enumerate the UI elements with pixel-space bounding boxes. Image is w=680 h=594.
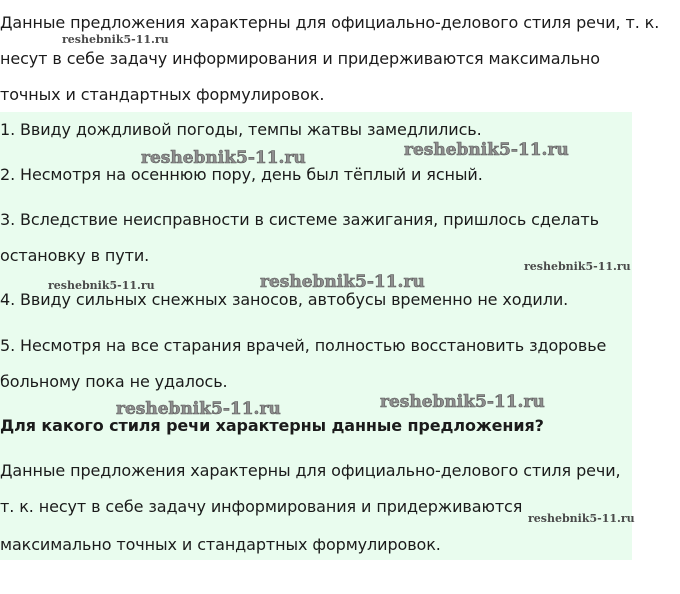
intro-line-3: точных и стандартных формулировок. [0,85,325,104]
sentence-5-line-1: 5. Несмотря на все старания врачей, полностью восстановить здоровье [0,336,607,355]
sentence-1: 1. Ввиду дождливой погоды, темпы жатвы замедлились. [0,120,482,139]
watermark-text: reshebnik5-11.ru [380,392,545,412]
sentence-2: 2. Несмотря на осеннюю пору, день был тёплый и ясный. [0,165,483,184]
question-heading: Для какого стиля речи характерны данные предложения? [0,416,544,435]
intro-line-1: Данные предложения характерны для официально-делового стиля речи, т. к. [0,13,660,32]
watermark-text: reshebnik5-11.ru [524,260,631,273]
watermark-text: reshebnik5-11.ru [141,148,306,168]
sentence-3-line-2: остановку в пути. [0,246,150,265]
watermark-text: reshebnik5-11.ru [528,512,635,525]
answer-line-3: максимально точных и стандартных формулировок. [0,535,441,554]
watermark-text: reshebnik5-11.ru [48,279,155,292]
watermark-text: reshebnik5-11.ru [260,272,425,292]
sentence-5-line-2: больному пока не удалось. [0,372,228,391]
watermark-text: reshebnik5-11.ru [404,140,569,160]
answer-line-2: т. к. несут в себе задачу информирования и придерживаются [0,497,523,516]
watermark-text: reshebnik5-11.ru [62,33,169,46]
sentence-4: 4. Ввиду сильных снежных заносов, автобусы временно не ходили. [0,290,569,309]
sentence-3-line-1: 3. Вследствие неисправности в системе зажигания, пришлось сделать [0,210,599,229]
answer-line-1: Данные предложения характерны для официально-делового стиля речи, [0,461,621,480]
watermark-text: reshebnik5-11.ru [116,399,281,419]
intro-line-2: несут в себе задачу информирования и придерживаются максимально [0,49,600,68]
